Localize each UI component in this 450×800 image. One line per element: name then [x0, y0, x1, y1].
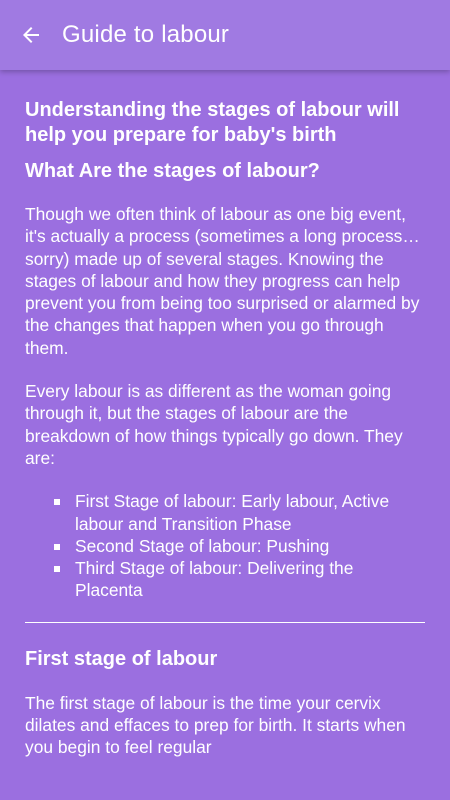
list-item: [75, 535, 425, 557]
back-button[interactable]: [2, 0, 60, 70]
first-stage-paragraph: The first stage of labour is the time your cervix dilates and effaces to prep for birth. It starts when you begin to feel regular: [25, 692, 406, 758]
article-scroll-area[interactable]: [0, 70, 450, 800]
list-item-text: First Stage of labour: Early labour, Active labour and Transition Phase: [75, 491, 390, 534]
first-stage-heading: First stage of labour: [25, 647, 218, 670]
list-item-text: Second Stage of labour: Pushing: [75, 535, 330, 556]
section-divider: [25, 622, 425, 623]
stages-paragraph-2: Every labour is as different as the woman going through it, but the stages of labour are the breakdown of how things typically go down. They are:: [25, 381, 403, 468]
list-item: [75, 557, 425, 602]
stages-list: [25, 490, 425, 601]
square-bullet-icon: [54, 499, 60, 505]
stages-paragraph-1: Though we often think of labour as one big event, it's actually a process (sometimes a long process…sorry) made up of several stages. Knowing the stages of labour and how they progress can help prevent you from being too surprised or alarmed by the changes that happen when you go through them.: [25, 204, 420, 358]
stages-heading: What Are the stages of labour?: [25, 160, 320, 182]
app-bar: [0, 0, 450, 70]
page-title: Guide to labour: [62, 21, 230, 48]
article-body: [0, 70, 450, 759]
list-item-text: Third Stage of labour: Delivering the Placenta: [75, 558, 354, 601]
intro-heading: Understanding the stages of labour will help you prepare for baby's birth: [25, 99, 400, 146]
square-bullet-icon: [54, 566, 60, 572]
list-item: [75, 490, 425, 535]
arrow-left-icon: [19, 23, 43, 47]
square-bullet-icon: [54, 544, 60, 550]
